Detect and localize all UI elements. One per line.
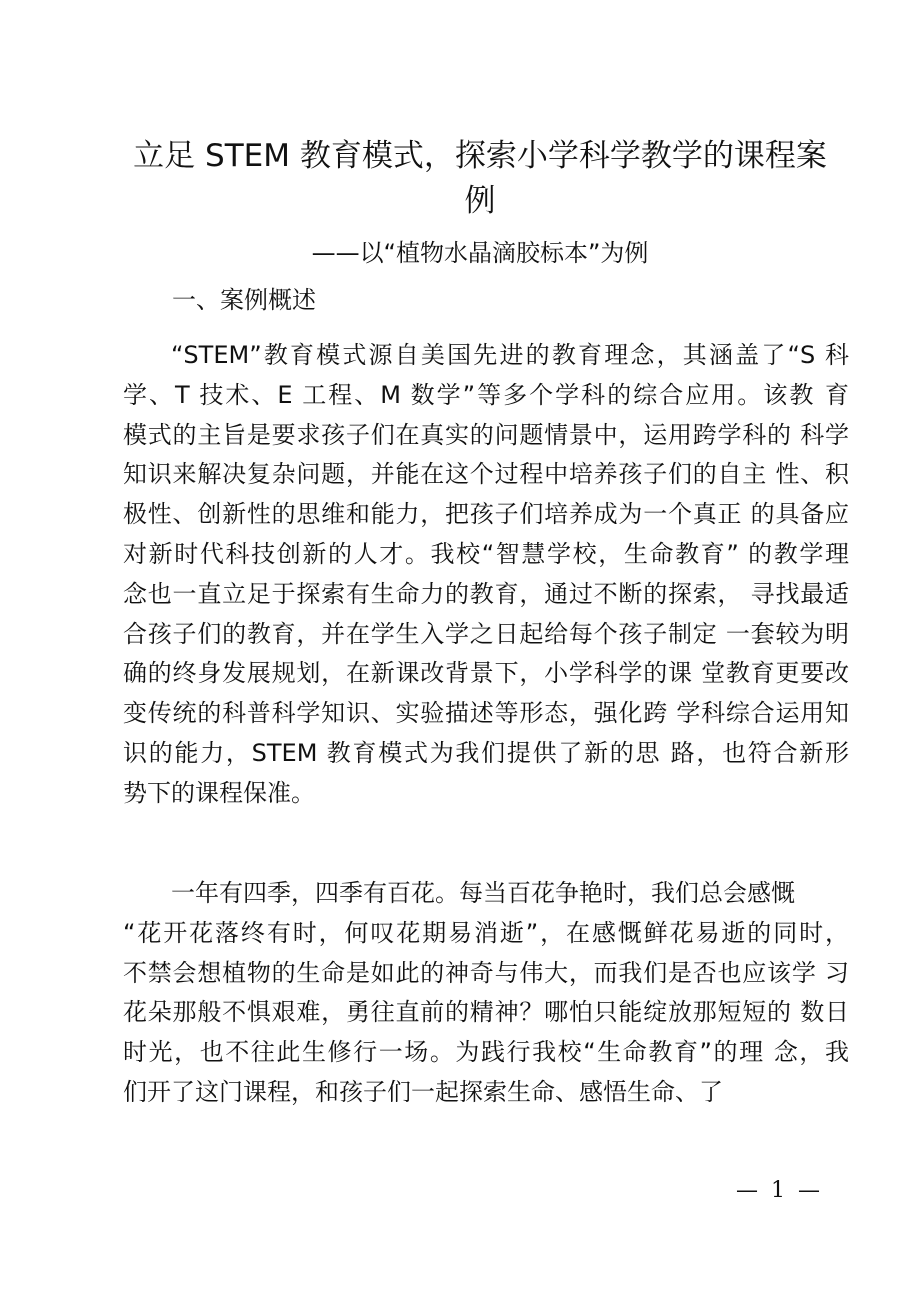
title-line-2: 例 <box>464 183 496 219</box>
title-line-1: 立足 STEM 教育模式，探索小学科学教学的课程案 <box>133 138 827 174</box>
document-title <box>100 134 860 224</box>
paragraph-line: 一年有四季，四季有百花。每当百花争艳时，我们总会感慨 <box>171 879 795 907</box>
paragraph-line: 对新时代科技创新的人才。我校“智慧学校，生命教育” 的教学理 <box>123 539 849 568</box>
paragraph-line: 确的终身发展规划，在新课改背景下，小学科学的课 堂教育更要改 <box>123 659 849 688</box>
paragraph-line: 模式的主旨是要求孩子们在真实的问题情景中，运用跨学科的 科学 <box>123 420 849 449</box>
paragraph-line: 变传统的科普科学知识、实验描述等形态，强化跨 学科综合运用知 <box>123 699 849 728</box>
paragraph-line: 不禁会想植物的生命是如此的神奇与伟大，而我们是否也应该学 习 <box>123 958 849 987</box>
paragraph-line: 势下的课程保准。 <box>123 778 315 807</box>
paragraph-line: 时光，也不往此生修行一场。为践行我校“生命教育”的理 念，我 <box>123 1038 849 1067</box>
document-subtitle: ——以“植物水晶滴胶标本”为例 <box>311 239 649 267</box>
paragraph-line: “花开花落终有时，何叹花期易消逝”，在感慨鲜花易逝的同时， <box>123 918 849 947</box>
paragraph-line: 识的能力，STEM 教育模式为我们提供了新的思 路，也符合新形 <box>123 738 849 767</box>
paragraph-line: “STEM”教育模式源自美国先进的教育理念，其涵盖了“S 科 <box>171 341 849 369</box>
paragraph-line: 们开了这门课程，和孩子们一起探索生命、感悟生命、了 <box>123 1077 723 1106</box>
paragraph-line: 念也一直立足于探索有生命力的教育，通过不断的探索， 寻找最适 <box>123 579 849 608</box>
paragraph-line: 合孩子们的教育，并在学生入学之日起给每个孩子制定 一套较为明 <box>123 619 849 648</box>
paragraph-line: 花朵那般不惧艰难，勇往直前的精神？哪怕只能绽放那短短的 数日 <box>123 998 849 1027</box>
paragraph-line: 极性、创新性的思维和能力，把孩子们培养成为一个真正 的具备应 <box>123 500 849 529</box>
paragraph-line: 知识来解决复杂问题，并能在这个过程中培养孩子们的自主 性、积 <box>123 460 849 489</box>
paragraph-flowers <box>123 874 849 1113</box>
page-number: — 1 — <box>736 1178 823 1203</box>
section-heading-overview: 一、案例概述 <box>172 286 316 314</box>
paragraph-line: 学、T 技术、E 工程、M 数学”等多个学科的综合应用。该教 育 <box>123 380 849 409</box>
paragraph-overview <box>123 336 849 814</box>
